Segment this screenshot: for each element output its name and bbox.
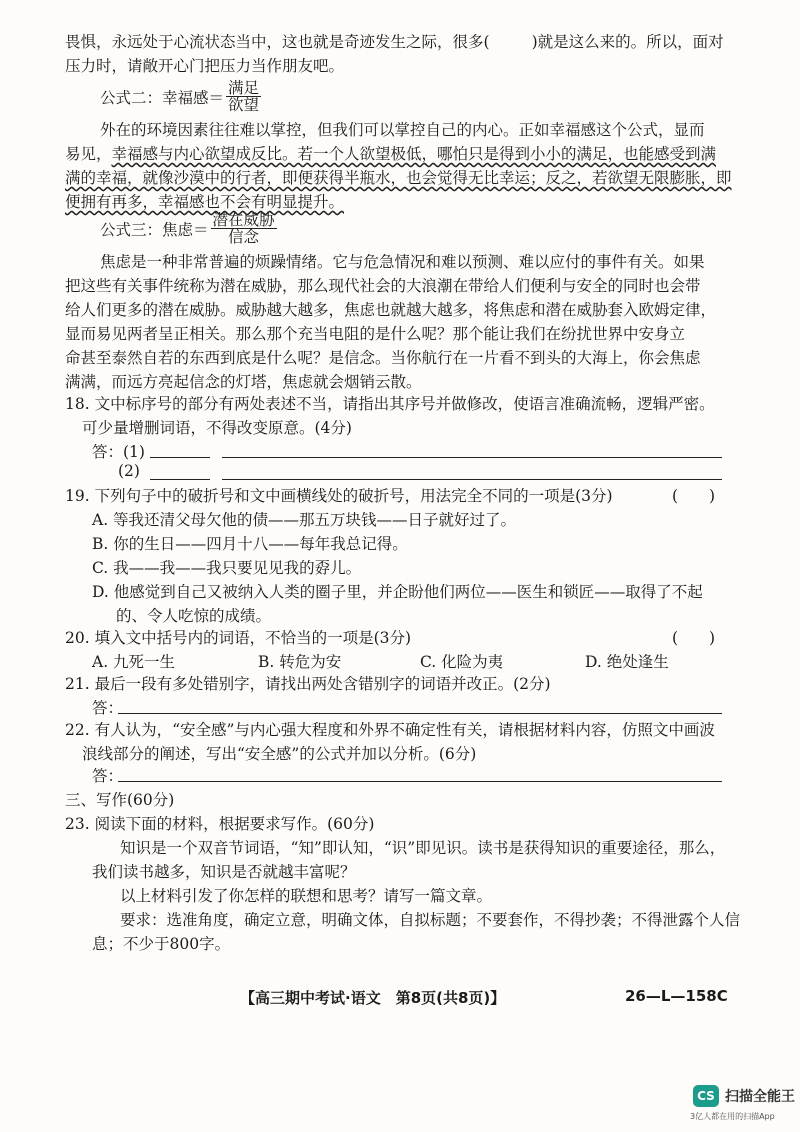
q20-option-b: B. 转危为安 [258,653,342,671]
q23-prompt: 以上材料引发了你怎样的联想和思考？请写一篇文章。 [120,887,493,905]
q19-option-b: B. 你的生日——四月十八——每年我总记得。 [92,535,408,553]
formula-three: 公式三：焦虑＝ $\frac{\text{潜在威胁}}{\text{信念}}$ [100,211,275,247]
q22-answer-line[interactable] [118,781,722,782]
q19-option-c: C. 我——我——我只要见见我的孬儿。 [92,559,362,577]
q21-stem: 21. 最后一段有多处错别字，请找出两处含错别字的词语并改正。(2分) [65,675,551,693]
page-footer-code: 26—L—158C [625,987,728,1005]
q20-option-d: D. 绝处逢生 [585,653,669,671]
q19-stem: 19. 下列句子中的破折号和文中画横线处的破折号，用法完全不同的一项是(3分) [65,487,613,505]
q22-stem-1: 22. 有人认为，“安全感”与内心强大程度和外界不确定性有关，请根据材料内容，仿照文中画波 [65,721,715,739]
q19-option-d-line-2: 的、令人吃惊的成绩。 [116,607,272,625]
q18-stem-2: 可少量增删词语，不得改变原意。(4分) [82,419,352,437]
para3-line-6: 满满，而远方亮起信念的灯塔，焦虑就会烟销云散。 [65,373,422,391]
q23-material-line-2: 我们读书越多，知识是否就越丰富呢？ [92,863,356,881]
q20-answer-paren[interactable]: ( ) [672,629,716,647]
para3-line-5: 命甚至泰然自若的东西到底是什么呢？是信念。当你航行在一片看不到头的大海上，你会焦虑 [65,349,701,367]
para3-line-1: 焦虑是一种非常普遍的烦躁情绪。它与危急情况和难以预测、难以应付的事件有关。如果 [100,253,705,271]
para3-line-4: 显而易见两者呈正相关。那么那个充当电阻的是什么呢？那个能让我们在纷扰世界中安身立 [65,325,686,343]
formula-three-fraction: $\frac{\text{潜在威胁}}{\text{信念}}$ [212,211,275,247]
camscanner-logo-icon: CS [693,1085,719,1107]
q18-answer-label: 答：(1) [92,443,145,461]
q18-answer-1-line[interactable] [222,457,722,458]
intro-line-2: 压力时，请敞开心门把压力当作朋友吧。 [65,57,345,75]
formula-two: 公式二：幸福感＝ $\frac{\text{满足}}{\text{欲望}}$ [100,79,260,115]
q23-material-line-1: 知识是一个双音节词语，“知”即认知，“识”即见识。读书是获得知识的重要途径，那么， [120,839,726,857]
q18-answer-2-short-line[interactable] [150,479,210,480]
q18-answer-1-short-line[interactable] [150,457,210,458]
scanner-watermark [693,1085,795,1107]
q19-option-d-line-1: D. 他感觉到自己又被纳入人类的圈子里，并企盼他们两位——医生和锁匠——取得了不起 [92,583,703,601]
page-footer-title: 【高三期中考试·语文 第8页(共8页)】 [240,989,506,1007]
para2-line-1: 外在的环境因素往往难以掌控，但我们可以掌控自己的内心。正如幸福感这个公式，显而 [100,121,705,139]
q19-answer-paren[interactable]: ( ) [672,487,716,505]
q18-answer-2-line[interactable] [222,479,722,480]
scanner-tagline: 3亿人都在用的扫描App [690,1112,775,1121]
q23-stem: 23. 阅读下面的材料，根据要求写作。(60分) [65,815,375,833]
scanner-app-name: 扫描全能王 [725,1089,795,1105]
section-three-title: 三、写作(60分) [65,791,175,809]
intro-line-1: 畏惧，永远处于心流状态当中，这也就是奇迹发生之际，很多( )就是这么来的。所以，面对 [65,33,724,51]
para3-line-2: 把这些有关事件统称为潜在威胁，那么现代社会的大浪潮在带给人们便利与安全的同时也会带 [65,277,701,295]
para2-line-4: 便拥有再多，幸福感也不会有明显提升。 [65,193,345,211]
q22-stem-2: 浪线部分的阐述，写出“安全感”的公式并加以分析。(6分) [82,745,477,763]
q23-requirements-line-1: 要求：选准角度，确定立意，明确文体，自拟标题；不要套作，不得抄袭；不得泄露个人信 [120,911,741,929]
wavy-underlined-text: 幸福感与内心欲望成反比。若一个人欲望极低，哪怕只是得到小小的满足，也能感受到满 [111,145,717,163]
q20-option-c: C. 化险为夷 [420,653,504,671]
q21-answer-label: 答： [92,699,124,717]
q22-answer-label: 答： [92,767,124,785]
q21-answer-line[interactable] [118,713,722,714]
q18-stem-1: 18. 文中标序号的部分有两处表述不当，请指出其序号并做修改，使语言准确流畅，逻辑严密。 [65,395,715,413]
q19-option-a: A. 等我还清父母欠他的债——那五万块钱——日子就好过了。 [92,511,517,529]
q18-item-2-label: (2) [118,462,140,480]
formula-two-fraction: $\frac{\text{满足}}{\text{欲望}}$ [228,79,260,115]
q20-stem: 20. 填入文中括号内的词语，不恰当的一项是(3分) [65,629,412,647]
para2-line-2: 易见，幸福感与内心欲望成反比。若一个人欲望极低，哪怕只是得到小小的满足，也能感受到满 [65,145,717,163]
q23-requirements-line-2: 息；不少于800字。 [92,935,231,953]
para3-line-3: 给人们更多的潜在威胁。威胁越大越多，焦虑也就越大越多，将焦虑和潜在威胁套入欧姆定律， [65,301,717,319]
q20-option-a: A. 九死一生 [92,653,176,671]
para2-line-3: 满的幸福，就像沙漠中的行者，即便获得半瓶水，也会觉得无比幸运；反之，若欲望无限膨胀，即 [65,169,732,187]
